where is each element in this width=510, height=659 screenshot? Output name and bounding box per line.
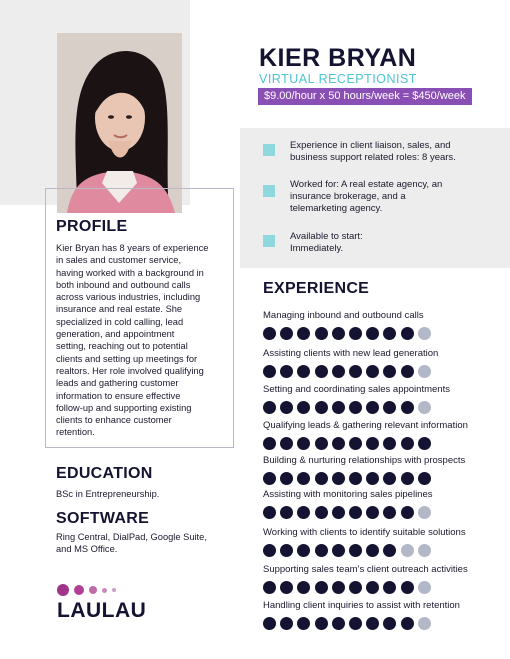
rating-dot-filled (383, 506, 396, 519)
company-logo: LAULAU (57, 599, 147, 622)
rating-dot-filled (263, 544, 276, 557)
rating-dot-filled (349, 437, 362, 450)
fact-text: Worked for: A real estate agency, an insurance brokerage, and a telemarketing agency. (290, 179, 443, 214)
skill-rating (263, 472, 443, 485)
rating-dot-filled (383, 581, 396, 594)
square-bullet-icon (263, 235, 275, 247)
skill-label: Building & nurturing relationships with prospects (263, 455, 466, 466)
rating-dot-filled (280, 401, 293, 414)
fact-text: Experience in client liaison, sales, and business support related roles: 8 years. (290, 140, 456, 163)
rating-dot-filled (349, 544, 362, 557)
candidate-name: KIER BRYAN (259, 44, 417, 72)
rating-dot-filled (280, 544, 293, 557)
rating-dot-filled (263, 506, 276, 519)
rating-dot-filled (383, 472, 396, 485)
rating-dot-filled (332, 327, 345, 340)
rating-dot-filled (366, 581, 379, 594)
experience-title: EXPERIENCE (263, 280, 370, 297)
skill-item (263, 348, 498, 360)
rating-dot-empty (418, 401, 431, 414)
skill-item (263, 420, 498, 432)
skill-rating (263, 401, 443, 414)
rating-dot-filled (280, 437, 293, 450)
profile-photo (57, 33, 182, 213)
rating-dot-filled (315, 544, 328, 557)
rating-dot-filled (297, 581, 310, 594)
rating-dot-filled (332, 506, 345, 519)
skill-label: Supporting sales team’s client outreach activities (263, 564, 468, 575)
profile-text: Kier Bryan has 8 years of experience in sales and customer service, having worked with a background in both inbound and outbound calls across various industries, including insurance and real estate. She specialized in cold calling, lead generation, and appointment setting, reaching out to potential clients and setting up meetings for realtors. Her role involved qualifying leads and gathering customer information to ensure effective follow-up and supporting existing clients to enhance customer retention. (56, 243, 209, 438)
rating-dot-filled (280, 472, 293, 485)
candidate-role: VIRTUAL RECEPTIONIST (259, 72, 417, 86)
skill-rating (263, 506, 443, 519)
rating-dot-filled (349, 365, 362, 378)
skill-rating (263, 327, 443, 340)
rating-dot-filled (366, 472, 379, 485)
fact-text: Available to start: Immediately. (290, 231, 363, 254)
rating-dot-filled (297, 472, 310, 485)
rate-badge: $9.00/hour x 50 hours/week = $450/week (258, 88, 472, 105)
rating-dot-filled (263, 437, 276, 450)
skill-item (263, 527, 498, 539)
rating-dot-filled (263, 365, 276, 378)
skill-rating (263, 581, 443, 594)
skill-rating (263, 544, 443, 557)
rating-dot-filled (349, 401, 362, 414)
rating-dot-filled (332, 437, 345, 450)
rating-dot-filled (332, 365, 345, 378)
rating-dot-filled (280, 617, 293, 630)
rating-dot-filled (418, 437, 431, 450)
education-title: EDUCATION (56, 465, 153, 482)
rating-dot-filled (366, 506, 379, 519)
rating-dot-filled (366, 437, 379, 450)
rating-dot-filled (383, 327, 396, 340)
rating-dot-filled (366, 401, 379, 414)
rating-dot-filled (297, 437, 310, 450)
rating-dot-filled (332, 617, 345, 630)
rating-dot-filled (297, 506, 310, 519)
rating-dot-empty (418, 544, 431, 557)
rating-dot-empty (418, 617, 431, 630)
rating-dot-empty (418, 506, 431, 519)
profile-title: PROFILE (56, 218, 128, 235)
skill-item (263, 600, 498, 612)
skill-item (263, 489, 498, 501)
rating-dot-filled (315, 506, 328, 519)
rating-dot-filled (383, 437, 396, 450)
rating-dot-filled (401, 581, 414, 594)
rating-dot-filled (349, 617, 362, 630)
rating-dot-filled (332, 472, 345, 485)
skill-item (263, 564, 498, 576)
skill-label: Qualifying leads & gathering relevant information (263, 420, 468, 431)
rating-dot-filled (401, 617, 414, 630)
rating-dot-filled (349, 581, 362, 594)
rating-dot-filled (297, 544, 310, 557)
gradient-dots-icon (57, 584, 116, 596)
rating-dot-filled (315, 401, 328, 414)
software-text: Ring Central, DialPad, Google Suite, and MS Office. (56, 532, 207, 555)
rating-dot-empty (418, 581, 431, 594)
skill-label: Working with clients to identify suitable solutions (263, 527, 466, 538)
skill-label: Assisting clients with new lead generation (263, 348, 439, 359)
rating-dot-filled (349, 472, 362, 485)
rating-dot-filled (366, 617, 379, 630)
rating-dot-filled (315, 365, 328, 378)
skill-label: Setting and coordinating sales appointments (263, 384, 450, 395)
rating-dot-filled (280, 365, 293, 378)
rating-dot-empty (401, 544, 414, 557)
square-bullet-icon (263, 144, 275, 156)
rating-dot-filled (332, 401, 345, 414)
education-text: BSc in Entrepreneurship. (56, 489, 160, 499)
rating-dot-empty (418, 365, 431, 378)
skill-label: Handling client inquiries to assist with retention (263, 600, 460, 611)
rating-dot-filled (401, 365, 414, 378)
rating-dot-filled (315, 327, 328, 340)
rating-dot-filled (315, 437, 328, 450)
skill-label: Managing inbound and outbound calls (263, 310, 424, 321)
rating-dot-filled (280, 327, 293, 340)
rating-dot-filled (315, 581, 328, 594)
rating-dot-filled (332, 581, 345, 594)
rating-dot-filled (418, 472, 431, 485)
skill-item (263, 384, 498, 396)
rating-dot-filled (366, 544, 379, 557)
rating-dot-filled (401, 506, 414, 519)
rating-dot-filled (263, 401, 276, 414)
square-bullet-icon (263, 185, 275, 197)
rating-dot-filled (332, 544, 345, 557)
rating-dot-filled (383, 365, 396, 378)
rating-dot-filled (297, 617, 310, 630)
rating-dot-filled (263, 617, 276, 630)
rating-dot-filled (383, 544, 396, 557)
rating-dot-filled (263, 327, 276, 340)
portrait-image (57, 33, 182, 213)
rating-dot-filled (297, 365, 310, 378)
rating-dot-filled (366, 365, 379, 378)
rating-dot-filled (401, 327, 414, 340)
rating-dot-filled (366, 327, 379, 340)
skill-rating (263, 617, 443, 630)
rating-dot-filled (263, 581, 276, 594)
rating-dot-filled (280, 581, 293, 594)
rating-dot-filled (401, 401, 414, 414)
rating-dot-filled (383, 401, 396, 414)
rating-dot-filled (401, 472, 414, 485)
skill-rating (263, 365, 443, 378)
rating-dot-empty (418, 327, 431, 340)
skill-item (263, 310, 498, 322)
skill-rating (263, 437, 443, 450)
rating-dot-filled (401, 437, 414, 450)
rating-dot-filled (280, 506, 293, 519)
rating-dot-filled (297, 327, 310, 340)
rating-dot-filled (349, 506, 362, 519)
rating-dot-filled (263, 472, 276, 485)
software-title: SOFTWARE (56, 510, 150, 527)
skill-label: Assisting with monitoring sales pipelines (263, 489, 433, 500)
rating-dot-filled (383, 617, 396, 630)
rating-dot-filled (349, 327, 362, 340)
rating-dot-filled (297, 401, 310, 414)
rating-dot-filled (315, 617, 328, 630)
rating-dot-filled (315, 472, 328, 485)
skill-item (263, 455, 498, 467)
